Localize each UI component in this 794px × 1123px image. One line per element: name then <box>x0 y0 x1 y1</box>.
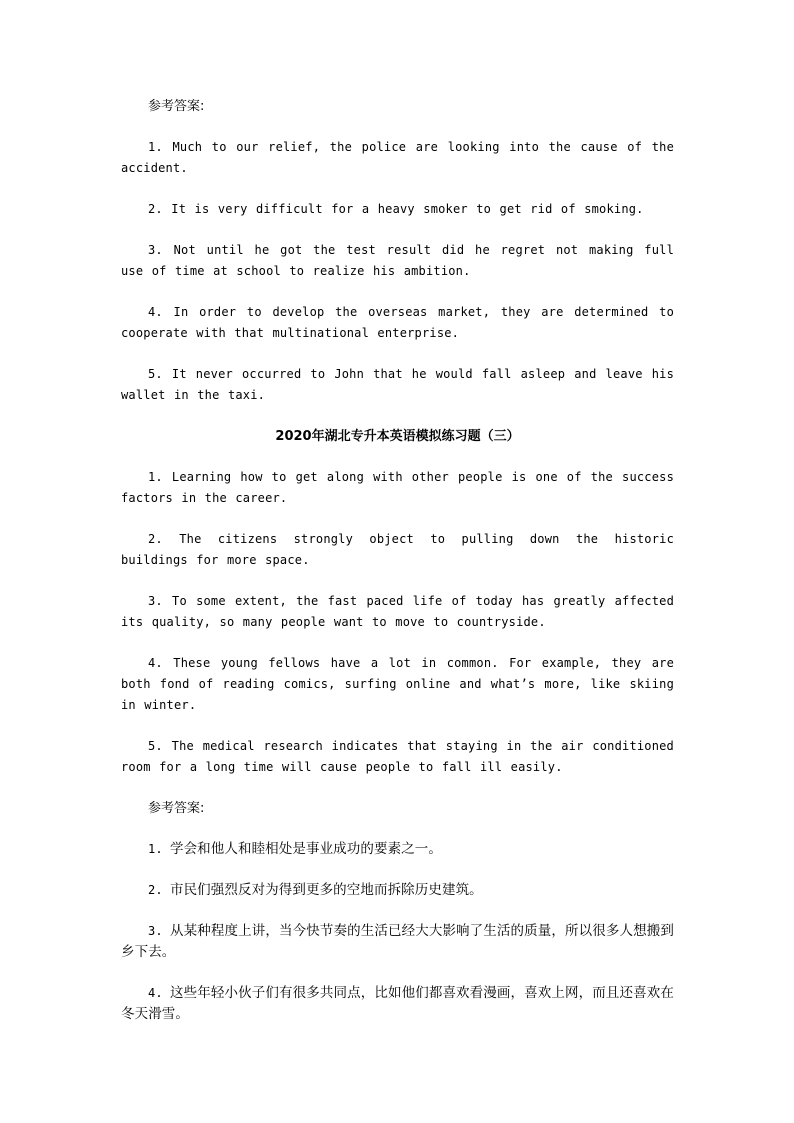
translation-item <box>121 839 674 860</box>
item-number: 1. <box>148 842 170 856</box>
answer-item: 3. Not until he got the test result did he regret not making full use of time at school to realize his ambition. <box>121 243 674 278</box>
exercise-item: 4. These young fellows have a lot in common. For example, they are both fond of reading comics, surfing online and what’s more, like skiing in winter. <box>121 656 674 712</box>
exercise-item: 5. The medical research indicates that staying in the air conditioned room for a long time will cause people to fall ill easily. <box>121 739 674 774</box>
answer-item: 1. Much to our relief, the police are looking into the cause of the accident. <box>121 140 674 175</box>
item-text: 市民们强烈反对为得到更多的空地而拆除历史建筑。 <box>169 882 483 898</box>
exercise-item: 1. Learning how to get along with other people is one of the success factors in the career. <box>121 470 674 505</box>
answer-item: 4. In order to develop the overseas market, they are determined to cooperate with that multinational enterprise. <box>121 305 674 340</box>
item-text: 从某种程度上讲，当今快节奏的生活已经大大影响了生活的质量，所以很多人想搬到乡下去。 <box>121 923 674 960</box>
translation-item <box>121 880 674 901</box>
answer-key-label: 参考答案: <box>148 99 205 114</box>
item-text: 学会和他人和睦相处是事业成功的要素之一。 <box>169 841 442 857</box>
item-number: 2. <box>148 883 170 897</box>
section-title: 2020年湖北专升本英语模拟练习题（三） <box>275 429 520 444</box>
item-text: 这些年轻小伙子们有很多共同点，比如他们都喜欢看漫画，喜欢上网，而且还喜欢在冬天滑雪。 <box>121 985 674 1022</box>
item-number: 3. <box>148 924 170 938</box>
exercise-item: 2. The citizens strongly object to pulling down the historic buildings for more space. <box>121 532 674 567</box>
translation-item <box>121 921 674 963</box>
translation-item <box>121 983 674 1025</box>
page-content <box>121 96 674 1045</box>
answer-item: 5. It never occurred to John that he would fall asleep and leave his wallet in the taxi. <box>121 367 674 402</box>
answer-item: 2. It is very difficult for a heavy smoker to get rid of smoking. <box>148 202 644 216</box>
exercise-item: 3. To some extent, the fast paced life of today has greatly affected its quality, so many people want to move to countryside. <box>121 594 674 629</box>
answer-key-label: 参考答案: <box>148 801 205 816</box>
item-number: 4. <box>148 986 170 1000</box>
